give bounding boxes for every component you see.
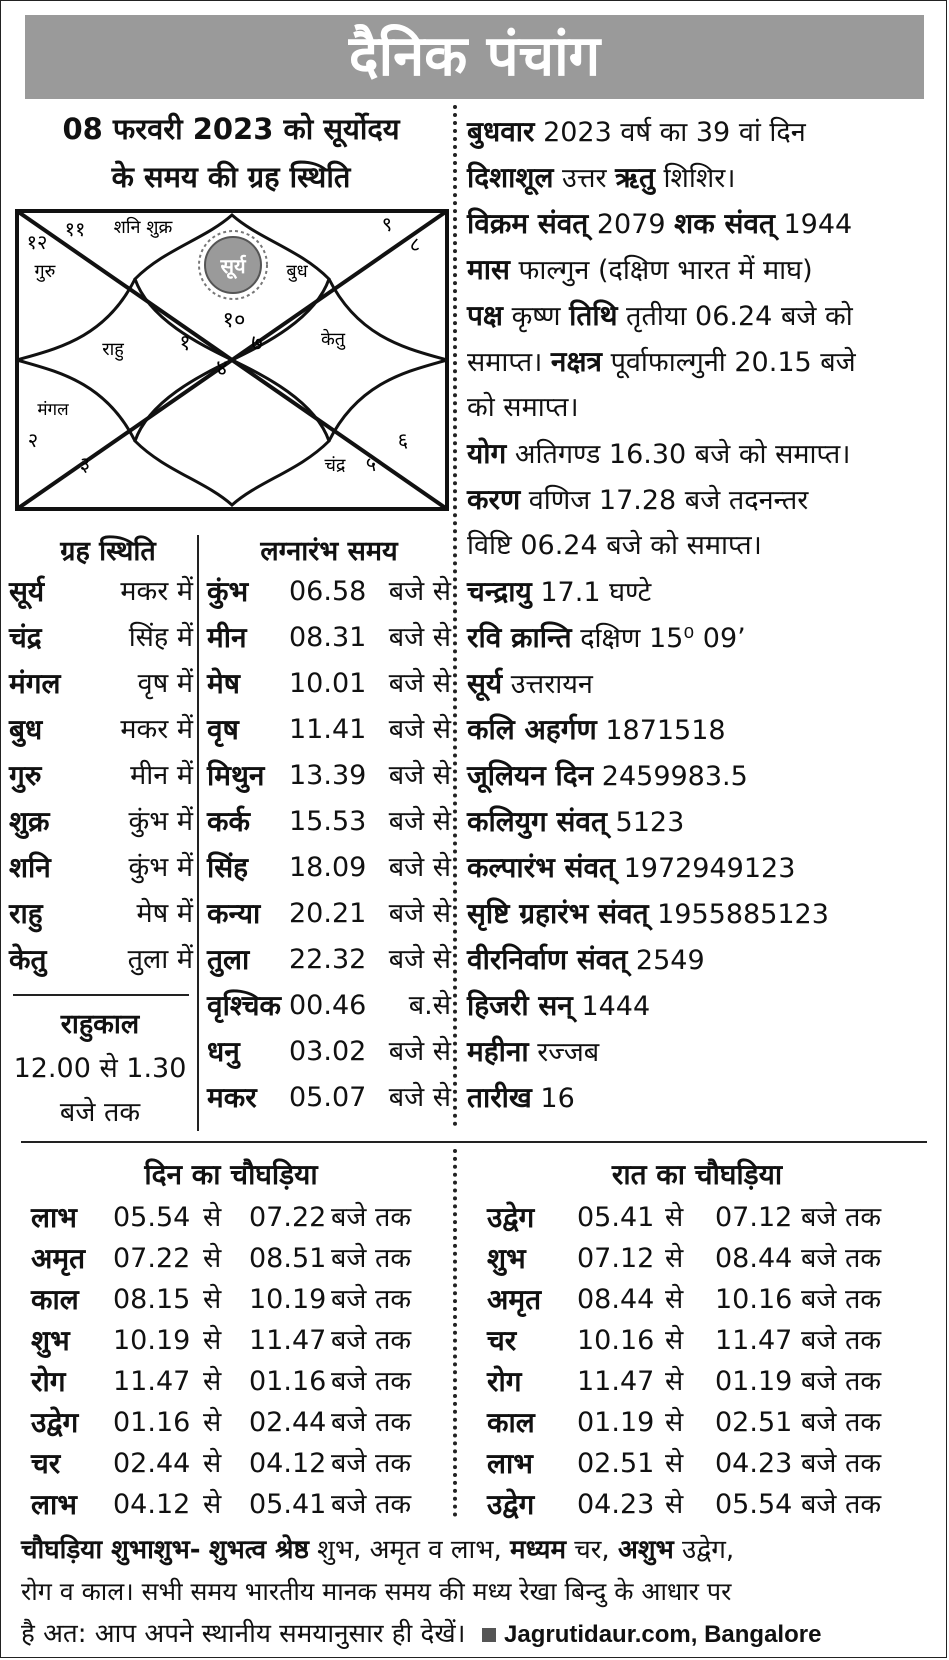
table-row bbox=[9, 799, 193, 845]
detail-label: कलि अहर्गण bbox=[467, 713, 597, 746]
detail-label: रवि क्रान्ति bbox=[467, 621, 572, 654]
lagna-suffix: बजे से bbox=[388, 852, 451, 883]
choghadiya-name: उद्वेग bbox=[487, 1201, 535, 1234]
detail-value: 1972949123 bbox=[615, 853, 796, 884]
house-11: ११ bbox=[64, 217, 86, 241]
house-5: ५ bbox=[365, 452, 377, 476]
lagna-sign: कुंभ bbox=[207, 575, 249, 608]
choghadiya-to: 01.16 bbox=[249, 1366, 327, 1397]
detail-line bbox=[467, 937, 937, 984]
detail-value: पूर्वाफाल्गुनी 20.15 बजे bbox=[602, 347, 856, 378]
choghadiya-from: 08.44 bbox=[577, 1284, 655, 1315]
choghadiya-tail: बजे तक bbox=[801, 1448, 882, 1479]
planet-name: चंद्र bbox=[9, 621, 42, 654]
planet-name: शुक्र bbox=[9, 805, 50, 838]
table-row bbox=[207, 615, 451, 661]
detail-label: कल्पारंभ संवत् bbox=[467, 851, 616, 884]
lagna-time: 22.32 bbox=[289, 944, 367, 975]
detail-value: 1944 bbox=[774, 209, 853, 240]
raat-choghadiya-heading: रात का चौघड़िया bbox=[611, 1158, 783, 1191]
detail-line bbox=[467, 707, 937, 754]
choghadiya-from: 04.23 bbox=[577, 1489, 655, 1520]
lagna-time: 15.53 bbox=[289, 806, 367, 837]
detail-label: सूर्य bbox=[467, 667, 503, 700]
detail-value: विष्टि 06.24 बजे को समाप्त। bbox=[467, 530, 762, 561]
planet-sign: कुंभ में bbox=[128, 852, 193, 883]
table-row bbox=[207, 799, 451, 845]
detail-value: फाल्गुन (दक्षिण भारत में माघ) bbox=[509, 255, 813, 286]
lagna-time: 06.58 bbox=[289, 576, 367, 607]
detail-label: योग bbox=[467, 437, 507, 470]
detail-label: महीना bbox=[467, 1035, 529, 1068]
chart-heading-line2: के समय की ग्रह स्थिति bbox=[111, 160, 351, 194]
choghadiya-tail: बजे तक bbox=[331, 1284, 412, 1315]
lagna-suffix: बजे से bbox=[388, 944, 451, 975]
house-3: ३ bbox=[79, 452, 91, 476]
house-12: १२ bbox=[26, 230, 48, 254]
footer-madhyam-text: चर, bbox=[566, 1535, 618, 1565]
footer-line1 bbox=[21, 1529, 931, 1571]
choghadiya-from: 04.12 bbox=[113, 1489, 191, 1520]
table-row bbox=[9, 845, 193, 891]
choghadiya-tail: बजे तक bbox=[331, 1489, 412, 1520]
kundali-chart bbox=[15, 209, 449, 511]
table-row bbox=[487, 1361, 927, 1402]
detail-value: को समाप्त। bbox=[467, 392, 579, 423]
rahukaal-rule bbox=[13, 994, 189, 996]
choghadiya-to: 10.16 bbox=[715, 1284, 793, 1315]
detail-value: 2079 bbox=[588, 209, 675, 240]
choghadiya-name: रोग bbox=[487, 1365, 522, 1398]
choghadiya-se: से bbox=[665, 1202, 684, 1233]
choghadiya-name: रोग bbox=[31, 1365, 66, 1398]
table-row bbox=[487, 1197, 927, 1238]
detail-value: 17.1 घण्टे bbox=[531, 577, 652, 608]
choghadiya-from: 11.47 bbox=[113, 1366, 191, 1397]
detail-line bbox=[467, 1075, 937, 1122]
house-6: ६ bbox=[397, 428, 409, 452]
planets-house-7: केतु bbox=[320, 329, 346, 350]
footer-credit: Jagrutidaur.com, Bangalore bbox=[504, 1621, 822, 1648]
choghadiya-from: 07.22 bbox=[113, 1243, 191, 1274]
detail-line bbox=[467, 753, 937, 800]
sun-label: सूर्य bbox=[220, 254, 246, 278]
lagna-suffix: बजे से bbox=[388, 806, 451, 837]
table-row bbox=[487, 1279, 927, 1320]
choghadiya-se: से bbox=[203, 1407, 222, 1438]
choghadiya-from: 01.19 bbox=[577, 1407, 655, 1438]
footer-shubh-label: शुभत्व श्रेष्ठ bbox=[208, 1535, 309, 1565]
choghadiya-name: शुभ bbox=[31, 1324, 70, 1357]
lagna-suffix: बजे से bbox=[388, 1036, 451, 1067]
footer-line3-text: है अत: आप अपने स्थानीय समयानुसार ही देखें। bbox=[21, 1619, 466, 1649]
choghadiya-to: 10.19 bbox=[249, 1284, 327, 1315]
planet-sign: वृष में bbox=[137, 668, 193, 699]
detail-value: दक्षिण 15⁰ 09’ bbox=[571, 623, 746, 654]
detail-line bbox=[467, 385, 937, 431]
planets-house-2: मंगल bbox=[37, 400, 69, 420]
column-divider bbox=[197, 535, 199, 1131]
choghadiya-from: 01.16 bbox=[113, 1407, 191, 1438]
planet-name: सूर्य bbox=[9, 575, 45, 608]
choghadiya-from: 02.51 bbox=[577, 1448, 655, 1479]
choghadiya-name: चर bbox=[487, 1324, 517, 1357]
house-2: २ bbox=[27, 428, 39, 452]
detail-line bbox=[467, 477, 937, 524]
choghadiya-se: से bbox=[665, 1325, 684, 1356]
lagna-sign: सिंह bbox=[207, 851, 249, 884]
detail-value: कृष्ण bbox=[502, 301, 570, 332]
choghadiya-tail: बजे तक bbox=[801, 1407, 882, 1438]
choghadiya-name: अमृत bbox=[31, 1242, 86, 1275]
choghadiya-se: से bbox=[203, 1489, 222, 1520]
detail-label: नक्षत्र bbox=[550, 345, 602, 378]
detail-label: तिथि bbox=[569, 299, 618, 332]
choghadiya-se: से bbox=[665, 1366, 684, 1397]
planet-sign: मकर में bbox=[120, 714, 193, 745]
detail-value: अतिगण्ड 16.30 बजे को समाप्त। bbox=[506, 439, 851, 470]
planets-house-10: बुध bbox=[286, 261, 308, 282]
choghadiya-name: अमृत bbox=[487, 1283, 542, 1316]
choghadiya-se: से bbox=[665, 1448, 684, 1479]
table-row bbox=[9, 937, 193, 983]
chart-heading bbox=[17, 105, 445, 201]
detail-line bbox=[467, 523, 937, 569]
detail-value: 2549 bbox=[627, 945, 705, 976]
choghadiya-se: से bbox=[203, 1366, 222, 1397]
footer-shubh-text: शुभ, अमृत व लाभ, bbox=[308, 1535, 511, 1565]
choghadiya-to: 02.51 bbox=[715, 1407, 793, 1438]
choghadiya-tail: बजे तक bbox=[801, 1325, 882, 1356]
choghadiya-to: 05.54 bbox=[715, 1489, 793, 1520]
lagna-time: 03.02 bbox=[289, 1036, 367, 1067]
lagna-suffix: बजे से bbox=[388, 668, 451, 699]
table-row bbox=[9, 569, 193, 615]
footer-label: चौघड़िया शुभाशुभ- bbox=[21, 1535, 201, 1565]
detail-label: विक्रम संवत् bbox=[467, 207, 589, 240]
planets-house-11: शनि शुक्र bbox=[113, 217, 173, 238]
detail-value: 1444 bbox=[572, 991, 651, 1022]
table-row bbox=[487, 1320, 927, 1361]
table-row bbox=[31, 1320, 441, 1361]
lagna-sign: धनु bbox=[207, 1035, 240, 1068]
divider-horizontal bbox=[21, 1141, 927, 1143]
lagna-time: 11.41 bbox=[289, 714, 367, 745]
detail-line bbox=[467, 983, 937, 1030]
planets-house-12: गुरु bbox=[34, 261, 56, 282]
rahukaal-time: 12.00 से 1.30 bbox=[13, 1053, 187, 1084]
choghadiya-to: 07.22 bbox=[249, 1202, 327, 1233]
planet-sign: सिंह में bbox=[128, 622, 193, 653]
choghadiya-to: 05.41 bbox=[249, 1489, 327, 1520]
lagna-sign: कर्क bbox=[207, 805, 251, 838]
detail-label: करण bbox=[467, 483, 521, 516]
choghadiya-se: से bbox=[203, 1325, 222, 1356]
lagna-sign: कन्या bbox=[207, 897, 261, 930]
lagna-sign: वृश्चिक bbox=[207, 989, 282, 1022]
lagna-time: 10.01 bbox=[289, 668, 367, 699]
planet-sign: कुंभ में bbox=[128, 806, 193, 837]
planet-name: शनि bbox=[9, 851, 51, 884]
detail-label: ऋतु bbox=[615, 161, 655, 194]
table-row bbox=[31, 1443, 441, 1484]
house-8: ८ bbox=[409, 232, 421, 256]
divider-vertical-bottom bbox=[453, 1149, 457, 1517]
planet-sign: मेष में bbox=[136, 898, 193, 929]
table-row bbox=[207, 753, 451, 799]
choghadiya-to: 07.12 bbox=[715, 1202, 793, 1233]
choghadiya-se: से bbox=[665, 1407, 684, 1438]
choghadiya-tail: बजे तक bbox=[331, 1202, 412, 1233]
choghadiya-se: से bbox=[203, 1202, 222, 1233]
lagna-sign: तुला bbox=[207, 943, 250, 976]
graha-sthiti-heading: ग्रह स्थिति bbox=[60, 536, 156, 567]
planet-sign: मकर में bbox=[120, 576, 193, 607]
choghadiya-to: 08.44 bbox=[715, 1243, 793, 1274]
choghadiya-to: 08.51 bbox=[249, 1243, 327, 1274]
detail-value: उत्तरायन bbox=[502, 669, 593, 700]
detail-value: 2023 वर्ष का 39 वां दिन bbox=[534, 117, 806, 148]
table-row bbox=[9, 707, 193, 753]
detail-value: 1955885123 bbox=[648, 899, 829, 930]
detail-line bbox=[467, 1029, 937, 1076]
choghadiya-se: से bbox=[203, 1243, 222, 1274]
house-10: १० bbox=[222, 308, 246, 333]
planet-sign: मीन में bbox=[130, 760, 193, 791]
choghadiya-to: 04.12 bbox=[249, 1448, 327, 1479]
table-row bbox=[207, 707, 451, 753]
detail-line bbox=[467, 569, 937, 616]
chart-heading-line1: 08 फरवरी 2023 को सूर्योदय bbox=[62, 112, 400, 146]
detail-value: रज्जब bbox=[528, 1037, 600, 1068]
table-row bbox=[9, 891, 193, 937]
house-9: ९ bbox=[381, 212, 393, 236]
table-row bbox=[31, 1484, 441, 1525]
choghadiya-se: से bbox=[665, 1489, 684, 1520]
table-row bbox=[31, 1361, 441, 1402]
choghadiya-to: 02.44 bbox=[249, 1407, 327, 1438]
choghadiya-from: 08.15 bbox=[113, 1284, 191, 1315]
choghadiya-from: 05.41 bbox=[577, 1202, 655, 1233]
detail-label: चन्द्रायु bbox=[467, 575, 532, 608]
choghadiya-name: उद्वेग bbox=[487, 1488, 535, 1521]
detail-value: तृतीया 06.24 बजे को bbox=[617, 301, 853, 332]
table-row bbox=[487, 1238, 927, 1279]
planet-sign: तुला में bbox=[127, 944, 193, 975]
choghadiya-from: 11.47 bbox=[577, 1366, 655, 1397]
choghadiya-se: से bbox=[203, 1284, 222, 1315]
detail-value: 2459983.5 bbox=[593, 761, 748, 792]
lagna-suffix: बजे से bbox=[388, 1082, 451, 1113]
house-4: ४ bbox=[216, 356, 228, 381]
table-row bbox=[9, 661, 193, 707]
lagna-sign: मकर bbox=[207, 1081, 257, 1114]
lagna-sign: मिथुन bbox=[207, 759, 265, 792]
detail-label: वीरनिर्वाण संवत् bbox=[467, 943, 628, 976]
footer-madhyam-label: मध्यम bbox=[510, 1535, 566, 1565]
detail-line bbox=[467, 615, 937, 662]
divider-vertical-top bbox=[453, 105, 457, 1127]
detail-value: शिशिर। bbox=[654, 163, 736, 194]
detail-line bbox=[467, 155, 937, 202]
table-row bbox=[207, 661, 451, 707]
detail-line bbox=[467, 799, 937, 846]
detail-value: 1871518 bbox=[596, 715, 726, 746]
detail-line bbox=[467, 661, 937, 708]
lagna-time: 18.09 bbox=[289, 852, 367, 883]
detail-label: सृष्टि ग्रहारंभ संवत् bbox=[467, 897, 649, 930]
planet-name: गुरु bbox=[9, 759, 42, 792]
choghadiya-tail: बजे तक bbox=[331, 1325, 412, 1356]
choghadiya-tail: बजे तक bbox=[331, 1448, 412, 1479]
choghadiya-to: 11.47 bbox=[249, 1325, 327, 1356]
detail-line bbox=[467, 201, 937, 248]
choghadiya-tail: बजे तक bbox=[801, 1202, 882, 1233]
choghadiya-name: लाभ bbox=[31, 1488, 77, 1521]
choghadiya-tail: बजे तक bbox=[801, 1243, 882, 1274]
table-row bbox=[487, 1402, 927, 1443]
planet-name: राहु bbox=[9, 897, 43, 930]
lagna-suffix: बजे से bbox=[388, 576, 451, 607]
choghadiya-se: से bbox=[665, 1284, 684, 1315]
choghadiya-from: 02.44 bbox=[113, 1448, 191, 1479]
square-bullet-icon bbox=[482, 1628, 496, 1642]
lagna-time: 05.07 bbox=[289, 1082, 367, 1113]
choghadiya-from: 07.12 bbox=[577, 1243, 655, 1274]
detail-line bbox=[467, 891, 937, 938]
lagna-suffix: बजे से bbox=[388, 714, 451, 745]
detail-value: वणिज 17.28 बजे तदनन्तर bbox=[520, 485, 809, 516]
detail-label: मास bbox=[467, 253, 510, 286]
table-row bbox=[9, 615, 193, 661]
lagna-suffix: बजे से bbox=[388, 760, 451, 791]
choghadiya-from: 10.19 bbox=[113, 1325, 191, 1356]
footer-line2: रोग व काल। सभी समय भारतीय मानक समय की मध्य रेखा बिन्दु के आधार पर bbox=[21, 1577, 732, 1606]
planet-name: केतु bbox=[9, 943, 47, 976]
choghadiya-tail: बजे तक bbox=[801, 1366, 882, 1397]
lagna-sign: वृष bbox=[207, 713, 239, 746]
choghadiya-se: से bbox=[203, 1448, 222, 1479]
table-row bbox=[31, 1197, 441, 1238]
choghadiya-tail: बजे तक bbox=[331, 1243, 412, 1274]
choghadiya-tail: बजे तक bbox=[801, 1284, 882, 1315]
detail-value: 16 bbox=[531, 1083, 575, 1114]
detail-label: जूलियन दिन bbox=[467, 759, 594, 792]
choghadiya-name: लाभ bbox=[31, 1201, 77, 1234]
table-row bbox=[31, 1402, 441, 1443]
footer-line3 bbox=[21, 1613, 931, 1656]
table-row bbox=[31, 1279, 441, 1320]
house-7: ७ bbox=[251, 331, 263, 356]
table-row bbox=[207, 1029, 451, 1075]
detail-line bbox=[467, 247, 937, 294]
rahukaal-box bbox=[7, 1003, 193, 1135]
table-row bbox=[207, 891, 451, 937]
rahukaal-heading: राहुकाल bbox=[60, 1009, 140, 1040]
lagna-time: 13.39 bbox=[289, 760, 367, 791]
detail-label: बुधवार bbox=[467, 115, 535, 148]
lagnarambh-heading: लग्नारंभ समय bbox=[260, 536, 398, 567]
choghadiya-from: 05.54 bbox=[113, 1202, 191, 1233]
lagna-suffix: बजे से bbox=[388, 898, 451, 929]
detail-value: समाप्त। bbox=[467, 347, 551, 378]
detail-label: हिजरी सन् bbox=[467, 989, 573, 1022]
planets-house-5: चंद्र bbox=[324, 455, 346, 476]
choghadiya-name: शुभ bbox=[487, 1242, 526, 1275]
choghadiya-name: काल bbox=[31, 1283, 79, 1316]
detail-value: उत्तर bbox=[553, 163, 616, 194]
detail-label: दिशाशूल bbox=[467, 161, 554, 194]
footer-ashubh-label: अशुभ bbox=[617, 1535, 674, 1565]
detail-label: पक्ष bbox=[467, 299, 503, 332]
table-row bbox=[9, 753, 193, 799]
table-row bbox=[207, 845, 451, 891]
detail-label: कलियुग संवत् bbox=[467, 805, 607, 838]
choghadiya-tail: बजे तक bbox=[801, 1489, 882, 1520]
choghadiya-to: 01.19 bbox=[715, 1366, 793, 1397]
detail-line bbox=[467, 339, 937, 386]
planet-name: बुध bbox=[9, 713, 43, 746]
detail-label: तारीख bbox=[467, 1081, 532, 1114]
choghadiya-name: काल bbox=[487, 1406, 535, 1439]
table-row bbox=[207, 569, 451, 615]
footer-note bbox=[21, 1529, 931, 1656]
detail-line bbox=[467, 293, 937, 340]
din-choghadiya-heading: दिन का चौघड़िया bbox=[144, 1158, 318, 1191]
detail-value: 5123 bbox=[606, 807, 685, 838]
table-row bbox=[207, 937, 451, 983]
choghadiya-to: 04.23 bbox=[715, 1448, 793, 1479]
planets-house-1: राहु bbox=[102, 339, 124, 360]
lagna-sign: मेष bbox=[207, 667, 240, 700]
table-row bbox=[207, 983, 451, 1029]
rahukaal-suffix: बजे तक bbox=[59, 1097, 141, 1128]
lagna-suffix: ब.से bbox=[408, 990, 451, 1021]
choghadiya-tail: बजे तक bbox=[331, 1366, 412, 1397]
detail-label: शक संवत् bbox=[674, 207, 775, 240]
planet-name: मंगल bbox=[9, 667, 61, 700]
choghadiya-tail: बजे तक bbox=[331, 1407, 412, 1438]
footer-ashubh-text: उद्वेग, bbox=[673, 1535, 735, 1565]
lagna-time: 08.31 bbox=[289, 622, 367, 653]
table-row bbox=[487, 1484, 927, 1525]
table-row bbox=[487, 1443, 927, 1484]
table-row bbox=[31, 1238, 441, 1279]
table-row bbox=[207, 1075, 451, 1121]
lagna-sign: मीन bbox=[207, 621, 247, 654]
lagna-time: 20.21 bbox=[289, 898, 367, 929]
choghadiya-to: 11.47 bbox=[715, 1325, 793, 1356]
choghadiya-from: 10.16 bbox=[577, 1325, 655, 1356]
detail-line bbox=[467, 109, 937, 156]
detail-line bbox=[467, 431, 937, 478]
choghadiya-name: लाभ bbox=[487, 1447, 533, 1480]
page-title: दैनिक पंचांग bbox=[25, 15, 924, 99]
choghadiya-name: उद्वेग bbox=[31, 1406, 79, 1439]
lagna-suffix: बजे से bbox=[388, 622, 451, 653]
lagna-time: 00.46 bbox=[289, 990, 367, 1021]
detail-line bbox=[467, 845, 937, 892]
choghadiya-se: से bbox=[665, 1243, 684, 1274]
choghadiya-name: चर bbox=[31, 1447, 61, 1480]
house-1: १ bbox=[179, 331, 191, 356]
